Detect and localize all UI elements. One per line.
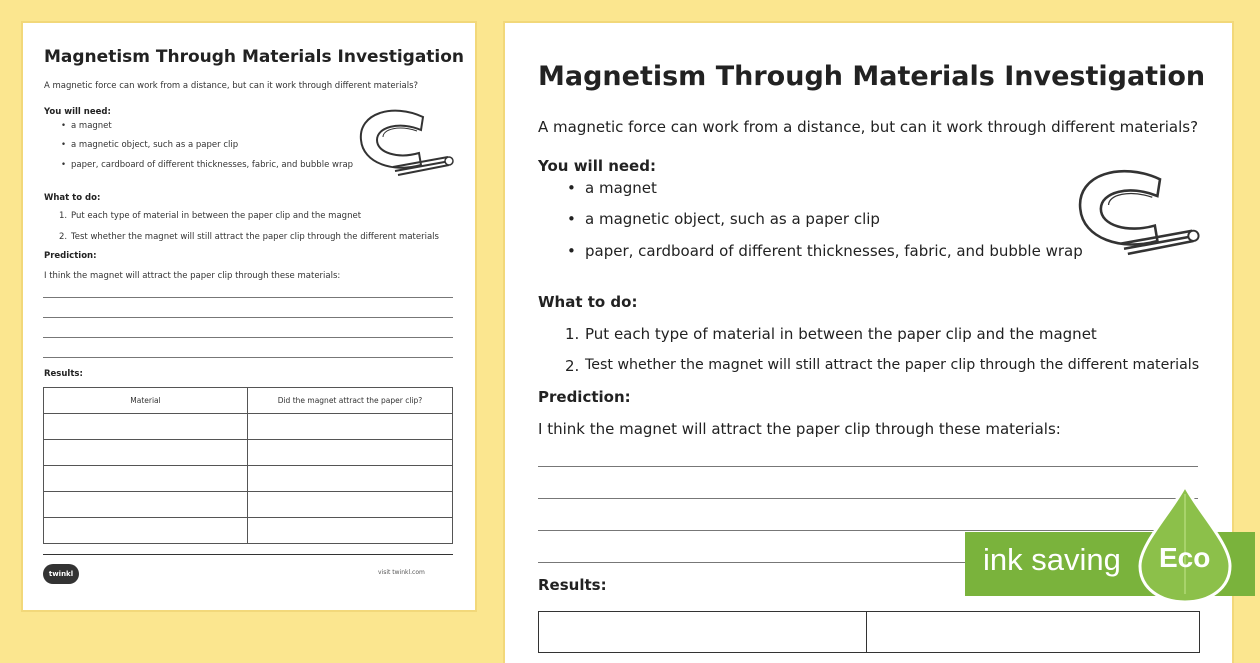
table-cell bbox=[44, 414, 248, 440]
need-item: • a magnet bbox=[71, 121, 112, 131]
table-header-row bbox=[44, 388, 453, 414]
intro-text: A magnetic force can work from a distance, but can it work through different materials? bbox=[44, 81, 419, 91]
need-item: • a magnet bbox=[585, 179, 657, 197]
todo-item: Put each type of material in between the paper clip and the magnet bbox=[71, 211, 362, 221]
table-row bbox=[44, 440, 453, 466]
ink-saving-label: ink saving bbox=[983, 542, 1121, 577]
eco-drop-badge bbox=[1130, 484, 1240, 604]
twinkl-logo: twinkl bbox=[43, 564, 79, 584]
table-header: Did the magnet attract the paper clip? bbox=[248, 388, 453, 414]
todo-number: 1. bbox=[59, 211, 68, 221]
page-title: Magnetism Through Materials Investigation bbox=[538, 61, 1206, 92]
table-cell bbox=[248, 414, 453, 440]
magnet-icon bbox=[353, 105, 458, 183]
table-cell bbox=[248, 466, 453, 492]
todo-number: 2. bbox=[59, 232, 68, 242]
table-cell bbox=[44, 518, 248, 544]
results-table bbox=[538, 611, 1200, 653]
page-title: Magnetism Through Materials Investigation bbox=[44, 47, 465, 67]
prediction-heading: Prediction: bbox=[538, 388, 631, 406]
table-cell bbox=[248, 492, 453, 518]
table-row bbox=[44, 414, 453, 440]
table-cell bbox=[44, 440, 248, 466]
todo-item: Test whether the magnet will still attract the paper clip through the different materials bbox=[71, 232, 439, 242]
results-heading: Results: bbox=[44, 369, 83, 379]
eco-label: Eco bbox=[1159, 542, 1211, 573]
need-item: • a magnetic object, such as a paper clip bbox=[71, 140, 238, 150]
results-heading: Results: bbox=[538, 576, 607, 594]
need-item: • paper, cardboard of different thicknesses, fabric, and bubble wrap bbox=[71, 160, 353, 170]
table-cell bbox=[44, 466, 248, 492]
table-row bbox=[44, 492, 453, 518]
intro-text: A magnetic force can work from a distance, but can it work through different materials? bbox=[538, 118, 1199, 136]
results-table bbox=[43, 387, 453, 544]
answer-line bbox=[43, 357, 453, 358]
footer-url: visit twinkl.com bbox=[378, 569, 425, 576]
answer-line bbox=[43, 317, 453, 318]
table-row bbox=[44, 518, 453, 544]
table-cell bbox=[44, 492, 248, 518]
todo-number: 2. bbox=[565, 357, 580, 375]
todo-item: Test whether the magnet will still attract the paper clip through the different materials bbox=[585, 357, 1200, 373]
table-header: Material bbox=[44, 388, 248, 414]
table-cell bbox=[248, 440, 453, 466]
answer-line bbox=[538, 466, 1198, 467]
todo-heading: What to do: bbox=[44, 193, 101, 203]
footer-rule bbox=[43, 554, 453, 555]
prediction-text: I think the magnet will attract the paper clip through these materials: bbox=[538, 420, 1061, 438]
todo-number: 1. bbox=[565, 325, 580, 343]
need-heading: You will need: bbox=[44, 107, 111, 117]
prediction-heading: Prediction: bbox=[44, 251, 97, 261]
table-cell bbox=[248, 518, 453, 544]
table-divider bbox=[866, 612, 867, 652]
need-heading: You will need: bbox=[538, 157, 656, 175]
answer-line bbox=[538, 498, 1198, 499]
magnet-icon bbox=[1070, 158, 1205, 270]
table-row bbox=[44, 466, 453, 492]
need-item: • paper, cardboard of different thicknesses, fabric, and bubble wrap bbox=[585, 242, 1083, 260]
todo-item: Put each type of material in between the paper clip and the magnet bbox=[585, 325, 1097, 343]
answer-line bbox=[43, 337, 453, 338]
prediction-text: I think the magnet will attract the paper clip through these materials: bbox=[44, 271, 341, 281]
need-item: • a magnetic object, such as a paper clip bbox=[585, 210, 880, 228]
answer-line bbox=[538, 530, 1198, 531]
answer-line bbox=[43, 297, 453, 298]
todo-heading: What to do: bbox=[538, 293, 638, 311]
worksheet-preview-small bbox=[23, 23, 475, 610]
